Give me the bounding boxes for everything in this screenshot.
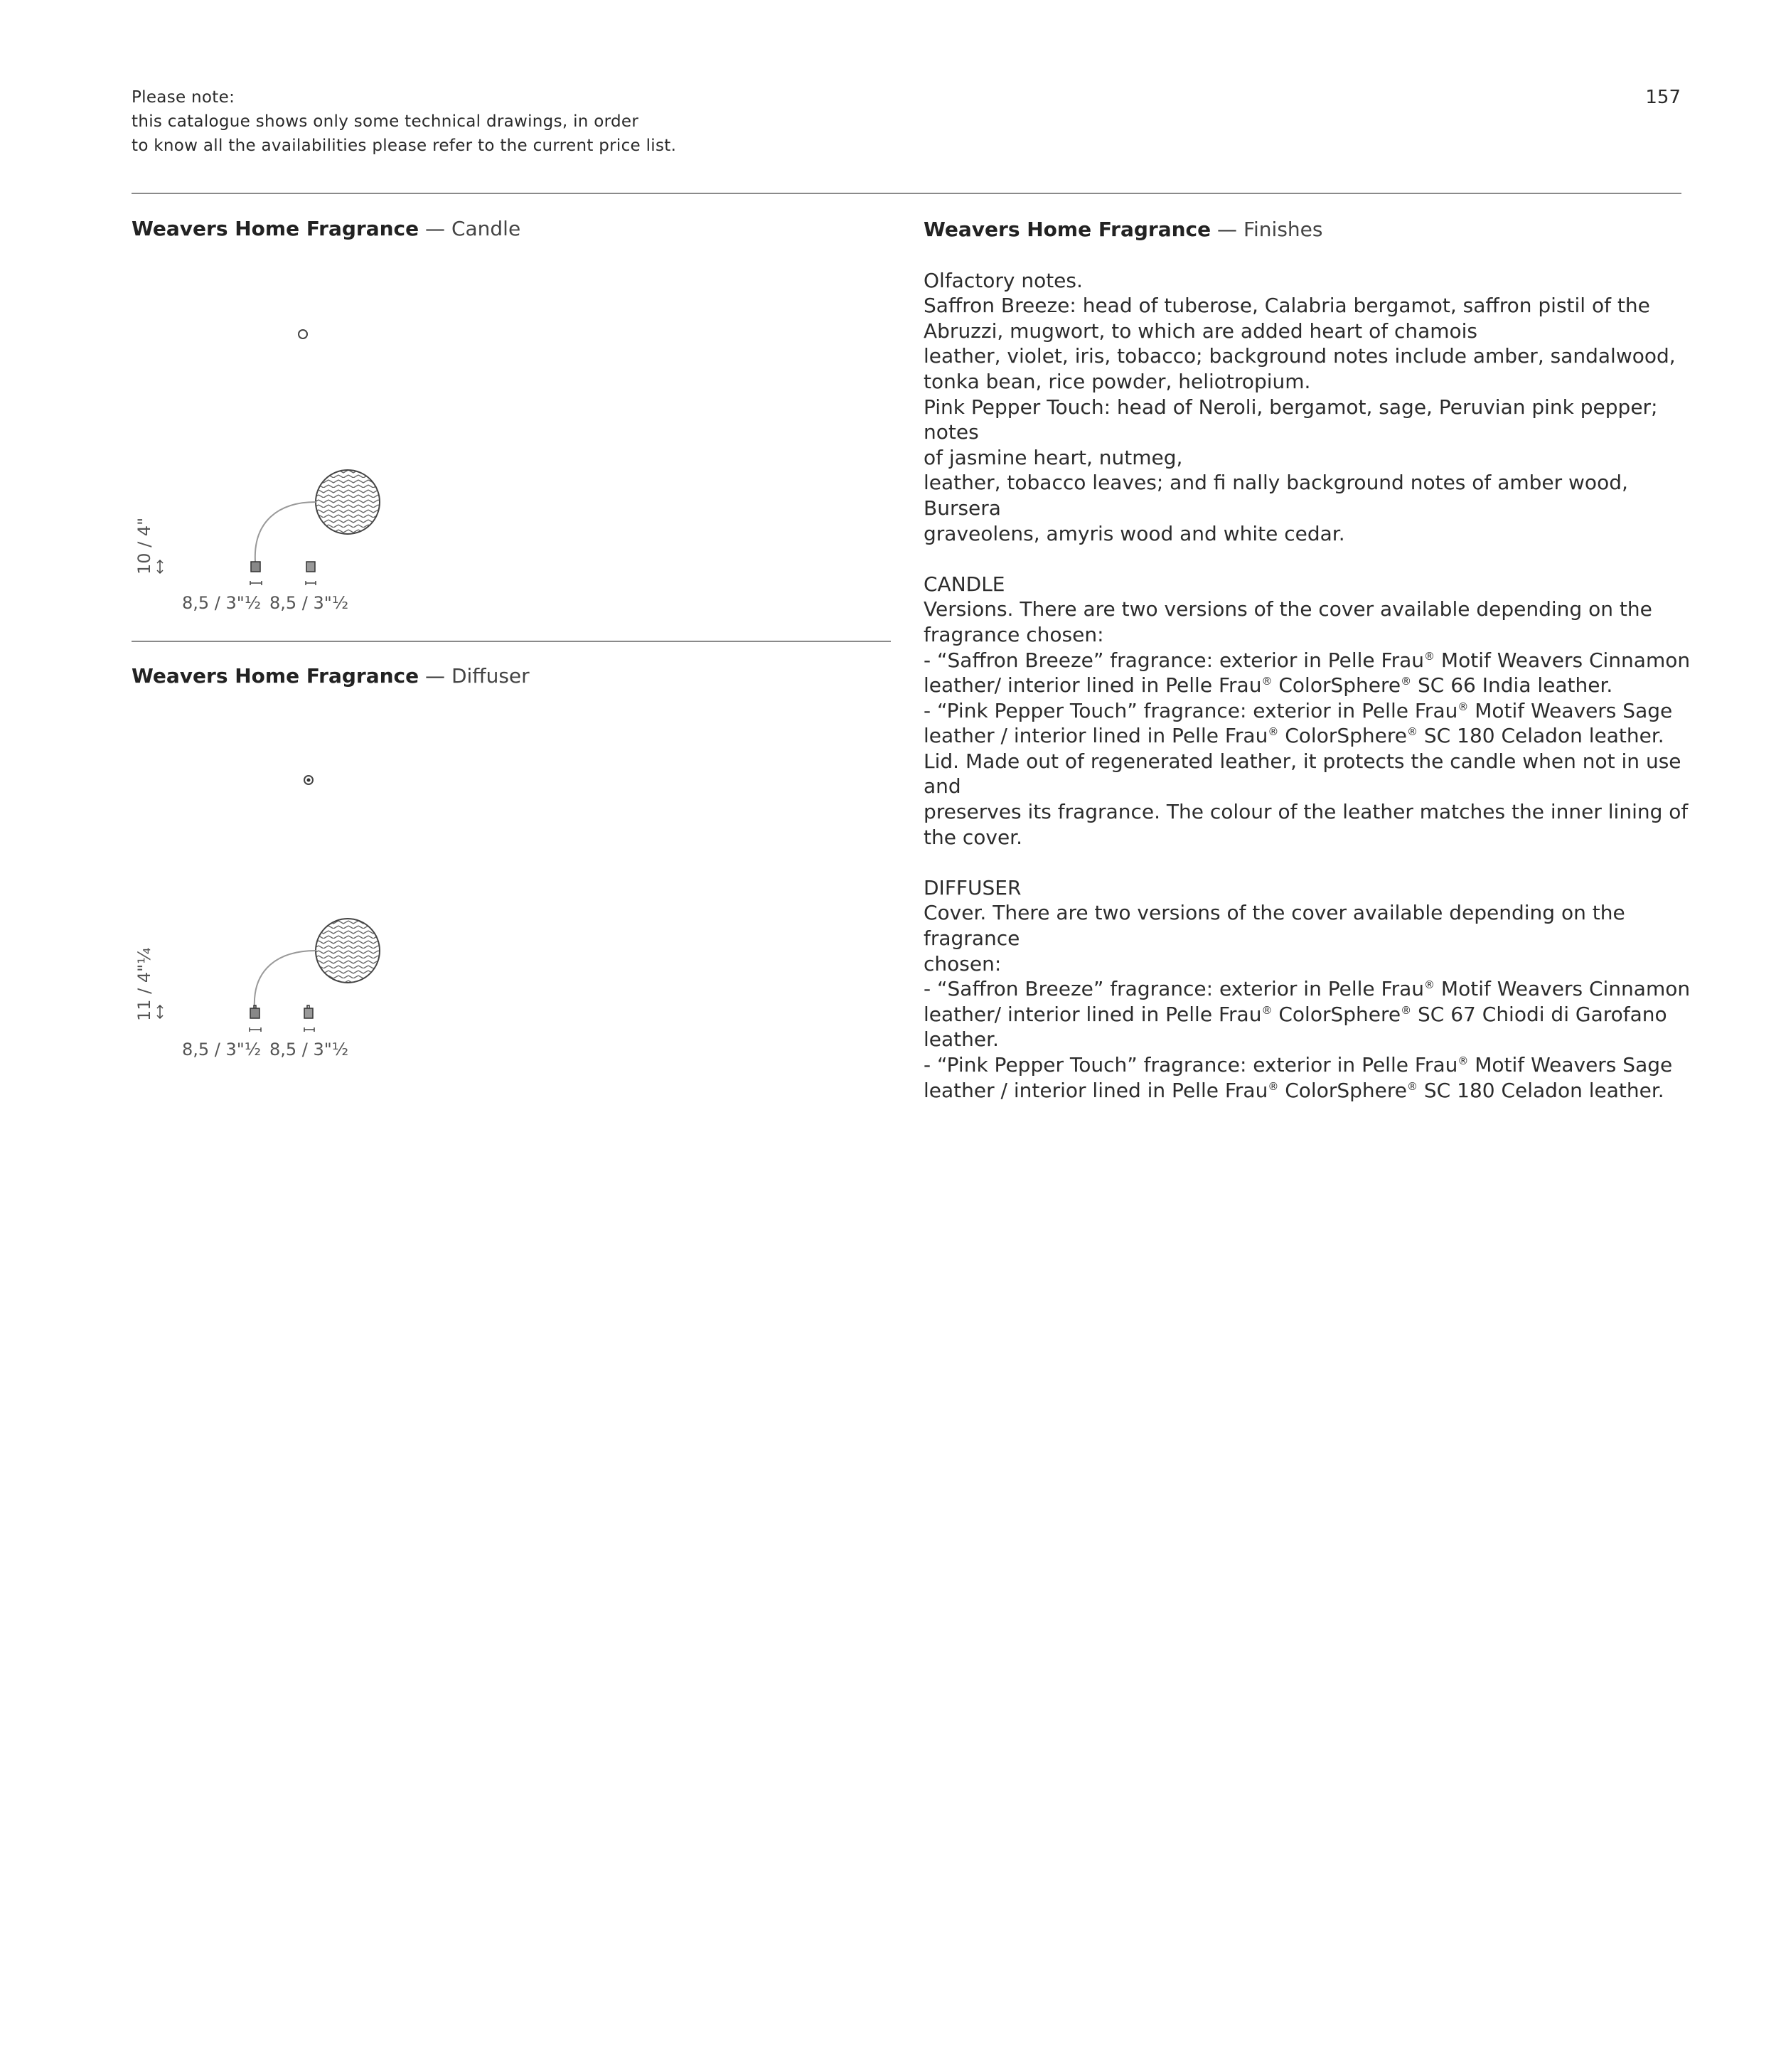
- finishes-title-dash: —: [1217, 218, 1238, 241]
- olfactory-line-8: graveolens, amyris wood and white cedar.: [924, 521, 1345, 545]
- candle-finish-line-6: leather / interior lined in Pelle Frau® ColorSphere® SC 180 Celadon leather.: [924, 724, 1664, 748]
- olfactory-line-5: Pink Pepper Touch: head of Neroli, bergamot, sage, Peruvian pink pepper; notes: [924, 395, 1658, 444]
- candle-weave-detail-icon: [316, 470, 380, 534]
- finishes-column: [924, 217, 1691, 1103]
- candle-width-arrow-2-icon: [306, 581, 316, 585]
- diffuser-width-dimension-2: 8,5 / 3"½: [269, 1040, 349, 1059]
- finishes-section-title: [924, 217, 1691, 242]
- candle-finish-line-3: - “Saffron Breeze” fragrance: exterior in Pelle Frau® Motif Weavers Cinnamon: [924, 648, 1691, 672]
- candle-title-sub: Candle: [451, 217, 521, 240]
- candle-side-view-icon: [306, 562, 315, 572]
- candle-finish-line-8: preserves its fragrance. The colour of the leather matches the inner lining of: [924, 800, 1689, 824]
- olfactory-line-6: of jasmine heart, nutmeg,: [924, 445, 1183, 469]
- candle-title-dash: —: [425, 217, 446, 240]
- diffuser-cover-text: There are two versions of the cover available depending on the fragrance: [924, 901, 1625, 951]
- diffuser-title-sub: Diffuser: [451, 664, 530, 688]
- candle-finish-line-1: [924, 597, 1691, 622]
- candle-height-dimension: 10 / 4": [134, 517, 154, 575]
- candle-versions-text: There are two versions of the cover available depending on the: [1013, 597, 1652, 621]
- candle-finish-line-2: fragrance chosen:: [924, 622, 1104, 646]
- diffuser-finish-line-7: leather / interior lined in Pelle Frau® ColorSphere® SC 180 Celadon leather.: [924, 1078, 1664, 1102]
- olfactory-line-4: tonka bean, rice powder, heliotropium.: [924, 369, 1311, 393]
- olfactory-line-1: Saffron Breeze: head of tuberose, Calabria bergamot, saffron pistil of the: [924, 294, 1650, 318]
- finishes-title-bold: Weavers Home Fragrance: [924, 218, 1211, 241]
- candle-height-arrow-icon: [157, 560, 163, 573]
- candle-finish-line-9: the cover.: [924, 825, 1023, 849]
- olfactory-heading: Olfactory notes.: [924, 268, 1083, 292]
- candle-width-dimension-2: 8,5 / 3"½: [269, 593, 349, 613]
- olfactory-line-2: Abruzzi, mugwort, to which are added heart of chamois: [924, 319, 1478, 343]
- note-line-1: Please note:: [132, 88, 235, 107]
- candle-title-bold: Weavers Home Fragrance: [132, 217, 419, 240]
- diffuser-top-dot-icon: [307, 779, 311, 782]
- olfactory-line-7: leather, tobacco leaves; and fi nally background notes of amber wood, Bursera: [924, 471, 1628, 520]
- candle-versions-label: Versions.: [924, 597, 1014, 621]
- diffuser-detail-leader: [255, 951, 316, 1008]
- diffuser-height-dimension: 11 / 4"¼: [134, 947, 154, 1021]
- diffuser-width-arrow-2-icon: [304, 1027, 314, 1032]
- note-line-3: to know all the availabilities please refer to the current price list.: [132, 137, 677, 155]
- finishes-title-sub: Finishes: [1243, 218, 1323, 241]
- candle-detail-leader: [255, 502, 316, 562]
- diffuser-weave-detail-icon: [316, 919, 380, 983]
- candle-front-view-icon: [251, 562, 260, 572]
- diffuser-width-arrow-1-icon: [250, 1027, 261, 1032]
- diffuser-height-arrow-icon: [157, 1005, 163, 1018]
- diffuser-finish-line-2: chosen:: [924, 951, 1002, 976]
- candle-finish-heading: CANDLE: [924, 572, 1005, 596]
- candle-width-dimension-1: 8,5 / 3"½: [182, 593, 262, 613]
- candle-finish-line-4: leather/ interior lined in Pelle Frau® ColorSphere® SC 66 India leather.: [924, 673, 1613, 698]
- candle-width-arrow-1-icon: [250, 581, 262, 585]
- diffuser-title-dash: —: [425, 664, 446, 688]
- note-line-2: this catalogue shows only some technical drawings, in order: [132, 112, 639, 131]
- diffuser-title-bold: Weavers Home Fragrance: [132, 664, 419, 688]
- candle-finish-line-7: Lid. Made out of regenerated leather, it protects the candle when not in use and: [924, 749, 1681, 799]
- candle-top-marker-icon: [299, 330, 307, 338]
- diffuser-width-dimension-1: 8,5 / 3"½: [182, 1040, 262, 1059]
- diffuser-cover-label: Cover.: [924, 901, 987, 925]
- candle-finish-line-5: - “Pink Pepper Touch” fragrance: exterior in Pelle Frau® Motif Weavers Sage: [924, 698, 1673, 722]
- diffuser-finish-line-3: - “Saffron Breeze” fragrance: exterior in Pelle Frau® Motif Weavers Cinnamon: [924, 977, 1691, 1001]
- diffuser-finish-heading: DIFFUSER: [924, 875, 1022, 899]
- diffuser-front-view-icon: [250, 1008, 260, 1018]
- diffuser-finish-line-6: - “Pink Pepper Touch” fragrance: exterior in Pelle Frau® Motif Weavers Sage: [924, 1053, 1673, 1077]
- olfactory-line-3: leather, violet, iris, tobacco; background notes include amber, sandalwood,: [924, 344, 1676, 368]
- diffuser-finish-line-1: [924, 900, 1691, 951]
- page-number: 157: [1645, 87, 1681, 108]
- diffuser-finish-line-5: leather.: [924, 1027, 999, 1052]
- diffuser-finish-line-4: leather/ interior lined in Pelle Frau® ColorSphere® SC 67 Chiodi di Garofano: [924, 1002, 1667, 1026]
- diffuser-side-view-icon: [304, 1008, 313, 1018]
